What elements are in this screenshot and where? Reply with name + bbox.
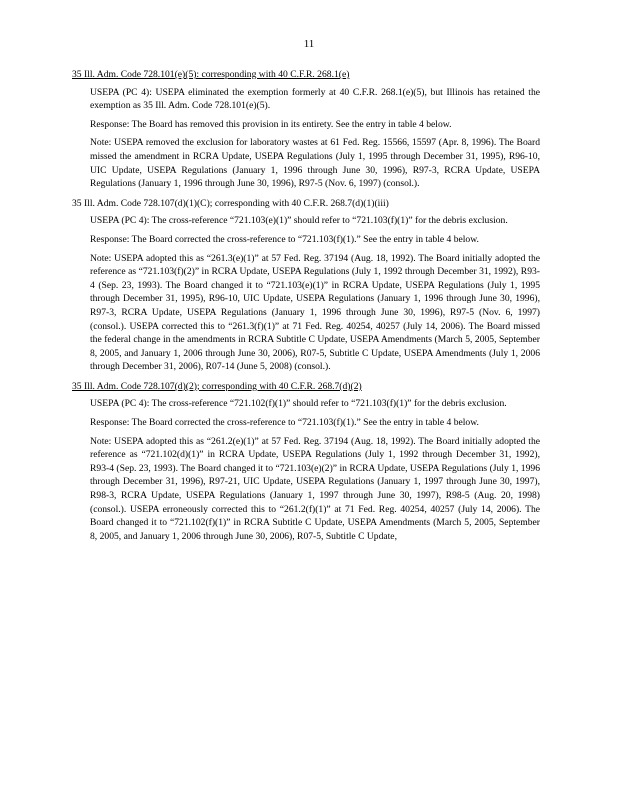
response-paragraph: Response: The Board corrected the cross-reference to “721.103(f)(1).” See the entry in table 4 below. bbox=[90, 417, 479, 429]
page-number: 11 bbox=[303, 38, 315, 50]
note-paragraph: Note: USEPA adopted this as “261.2(e)(1)” at 57 Fed. Reg. 37194 (Aug. 18, 1992). The Board initially adopted the reference as “721.102(d)(1)” in RCRA Update, USEPA Regulations (July 1, 1992 through December 31, 1992), R93-4 (Sep. 23, 1993). The Board changed it to “721.103(e)(2)” in RCRA Update, USEPA Regulations (July 1, 1996 through December 31, 1996), R97-21, UIC Update, USEPA Regulations (January 1, 1997 through June 30, 1997), R98-3, RCRA Update, USEPA Regulations (January 1, 1997 through June 30, 1997), R98-5 (Aug. 20, 1998) (consol.). USEPA erroneously corrected this to “261.2(f)(1)” at 71 Fed. Reg. 40254, 40257 (July 14, 2006). The Board changed it to “721.102(f)(1)” in RCRA Subtitle C Update, USEPA Amendments (March 5, 2005, September 8, 2005, and January 1, 2006 through June 30, 2006), R07-5, Subtitle C Update, bbox=[90, 435, 540, 542]
section-heading-728-107-d-1-c bbox=[72, 197, 540, 211]
comment-paragraph: USEPA (PC 4): The cross-reference “721.103(e)(1)” should refer to “721.103(f)(1)” for the debris exclusion. bbox=[90, 215, 508, 227]
response-paragraph: Response: The Board has removed this provision in its entirety. See the entry in table 4 below. bbox=[90, 118, 452, 130]
section-heading-728-101 bbox=[72, 68, 540, 82]
note-paragraph: Note: USEPA removed the exclusion for laboratory wastes at 61 Fed. Reg. 15566, 15597 (Apr. 8, 1996). The Board missed the amendment in RCRA Update, USEPA Regulations (July 1, 1995 through December 31, 1995), R96-10, UIC Update, USEPA Regulations (January 1, 1996 through June 30, 1996), R97-3, RCRA Update, USEPA Regulations (January 1, 1996 through June 30, 1996), R97-5 (Nov. 6, 1997) (consol.). bbox=[90, 137, 540, 190]
section-heading-text: 35 Ill. Adm. Code 728.101(e)(5): corresponding with 40 C.F.R. 268.1(e) bbox=[72, 69, 350, 80]
note-paragraph: Note: USEPA adopted this as “261.3(e)(1)” at 57 Fed. Reg. 37194 (Aug. 18, 1992). The Board initially adopted the reference as “721.103(f)(2)” in RCRA Update, USEPA Regulations (July 1, 1992 through December 31, 1992), R93-4 (Sep. 23, 1993). The Board changed it to “721.103(e)(1)” in RCRA Update, USEPA Regulations (July 1, 1995 through December 31, 1995), R96-10, UIC Update, USEPA Regulations (January 1, 1996 through June 30, 1996), R97-3, RCRA Update, USEPA Regulations (January 1, 1996 through June 30, 1996), R97-5 (Nov. 6, 1997) (consol.). USEPA corrected this to “261.3(f)(1)” at 71 Fed. Reg. 40254, 40257 (July 14, 2006). The Board missed the federal change in the amendments in RCRA Subtitle C Update, USEPA Amendments (March 5, 2005, September 8, 2005, and January 1, 2006 through June 30, 2006), R07-5, Subtitle C Update, USEPA Amendments (July 1, 2006 through December 31, 2006), R07-14 (June 5, 2008) (consol.). bbox=[90, 252, 540, 373]
section-heading-text: 35 Ill. Adm. Code 728.107(d)(2); corresponding with 40 C.F.R. 268.7(d)(2) bbox=[72, 380, 362, 392]
comment-paragraph: USEPA (PC 4): The cross-reference “721.102(f)(1)” should refer to “721.103(f)(1)” for the debris exclusion. bbox=[90, 398, 507, 410]
section-heading-text: 35 Ill. Adm. Code 728.107(d)(1)(C); corresponding with 40 C.F.R. 268.7(d)(1)(iii) bbox=[72, 197, 389, 209]
document-body bbox=[72, 68, 540, 548]
section-heading-728-107-d-2 bbox=[72, 380, 540, 394]
response-paragraph: Response: The Board corrected the cross-reference to “721.103(f)(1).” See the entry in table 4 below. bbox=[90, 233, 479, 245]
comment-paragraph: USEPA (PC 4): USEPA eliminated the exemption formerly at 40 C.F.R. 268.1(e)(5), but Illinois has retained the exemption as 35 Ill. Adm. Code 728.101(e)(5). bbox=[90, 86, 540, 112]
